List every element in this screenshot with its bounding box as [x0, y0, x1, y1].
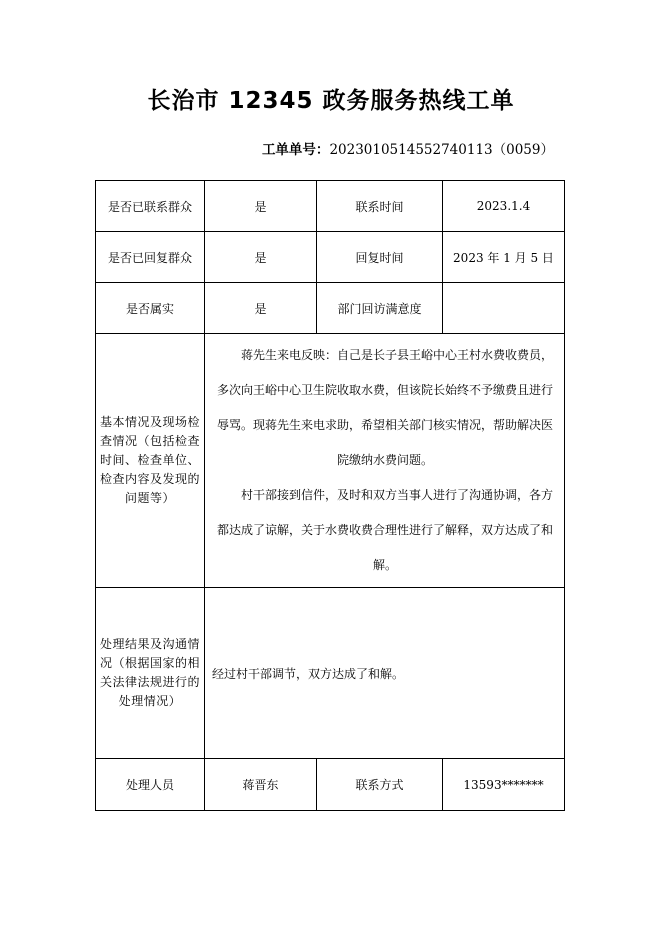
contacted-value: 是	[205, 181, 317, 232]
order-number-label: 工单单号：	[261, 142, 330, 158]
handler-label: 处理人员	[96, 759, 205, 811]
reply-time-label: 回复时间	[317, 232, 443, 283]
result-content: 经过村干部调节，双方达成了和解。	[205, 588, 565, 759]
reply-time-value: 2023 年 1 月 5 日	[443, 232, 565, 283]
work-order-table	[95, 180, 565, 811]
basic-situation-paragraph-2: 村干部接到信件，及时和双方当事人进行了沟通协调，各方都达成了谅解，关于水费收费合理性进行了解释，双方达成了和解。	[216, 488, 553, 572]
basic-situation-label: 基本情况及现场检查情况（包括检查时间、检查单位、检查内容及发现的问题等）	[96, 334, 205, 588]
document-title: 长治市 12345 政务服务热线工单	[147, 88, 515, 114]
handler-value: 蒋晋东	[205, 759, 317, 811]
satisfaction-label: 部门回访满意度	[317, 283, 443, 334]
table-row	[96, 334, 565, 588]
verified-value: 是	[205, 283, 317, 334]
verified-label: 是否属实	[96, 283, 205, 334]
result-label: 处理结果及沟通情况（根据国家的相关法律法规进行的处理情况）	[96, 588, 205, 759]
contact-time-value: 2023.1.4	[443, 181, 565, 232]
replied-label: 是否已回复群众	[96, 232, 205, 283]
contacted-label: 是否已联系群众	[96, 181, 205, 232]
contact-method-label: 联系方式	[317, 759, 443, 811]
table-row	[96, 283, 565, 334]
basic-situation-paragraph-1: 蒋先生来电反映：自己是长子县王峪中心王村水费收费员，多次向王峪中心卫生院收取水费，但该院长始终不予缴费且进行辱骂。现蒋先生来电求助，希望相关部门核实情况，帮助解决医院缴纳水费问题。	[216, 348, 553, 467]
table-row	[96, 232, 565, 283]
basic-situation-content	[205, 334, 565, 588]
contact-method-value: 13593*******	[443, 759, 565, 811]
table-row	[96, 181, 565, 232]
satisfaction-value	[443, 283, 565, 334]
table-row	[96, 759, 565, 811]
replied-value: 是	[205, 232, 317, 283]
order-number-value: 2023010514552740113（0059）	[329, 142, 554, 158]
order-number	[262, 138, 554, 158]
table-row	[96, 588, 565, 759]
contact-time-label: 联系时间	[317, 181, 443, 232]
